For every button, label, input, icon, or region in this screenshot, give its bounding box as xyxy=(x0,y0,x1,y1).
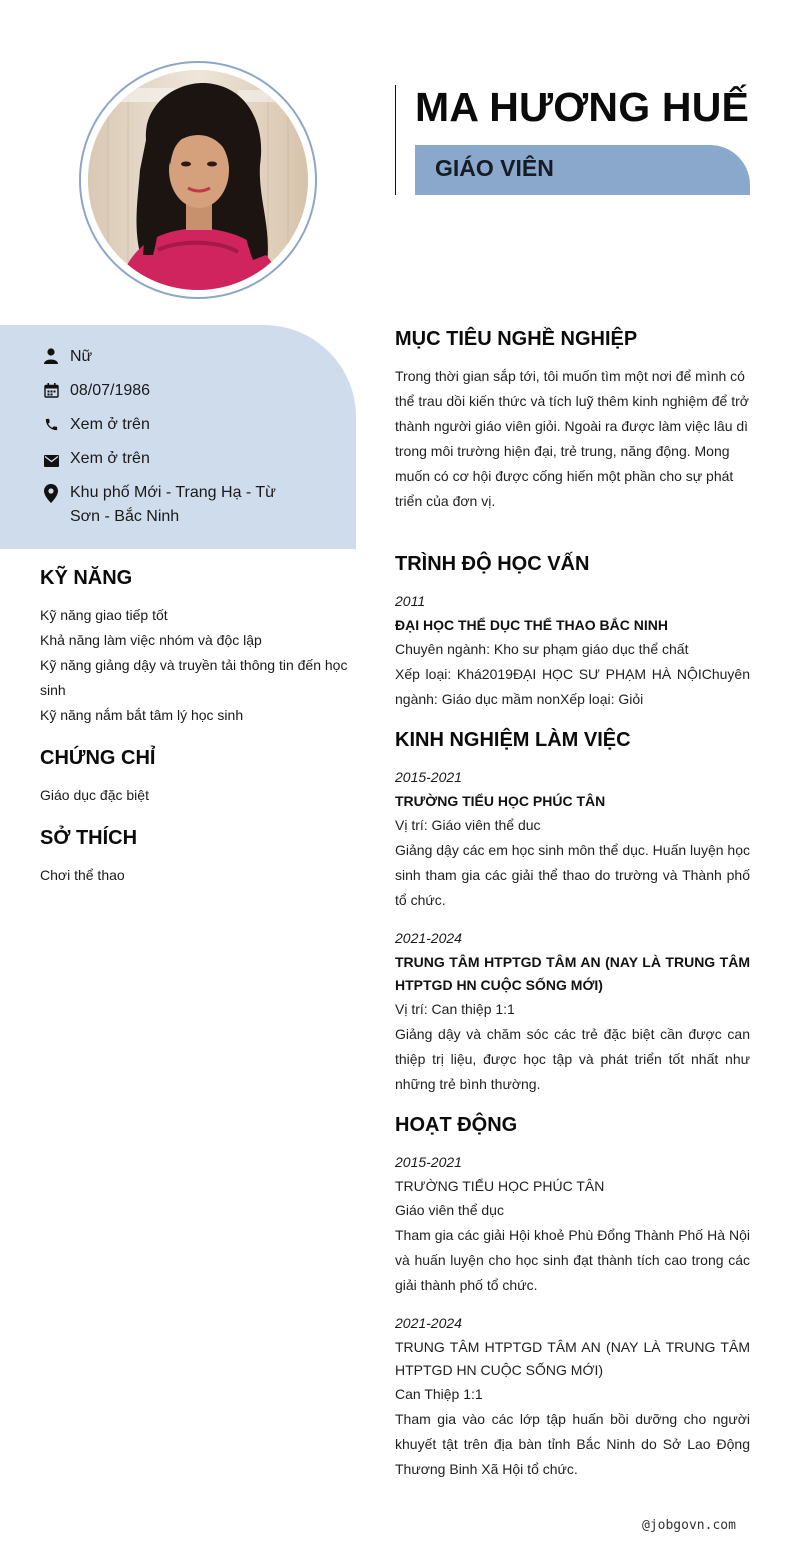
info-address-text: Khu phố Mới - Trang Hạ - Từ Sơn - Bắc Ninh xyxy=(70,484,276,525)
experience-heading: KINH NGHIỆM LÀM VIỆC xyxy=(395,729,631,751)
job-title: GIÁO VIÊN xyxy=(435,155,554,181)
footer-watermark: @jobgovn.com xyxy=(642,1518,736,1533)
objective-heading: MỤC TIÊU NGHỀ NGHIỆP xyxy=(395,328,638,350)
experience-entry xyxy=(395,926,750,1097)
info-phone xyxy=(40,413,310,437)
info-gender xyxy=(40,345,310,369)
activity-organization: TRUNG TÂM HTPTGD TÂM AN (NAY LÀ TRUNG TÂM HTPTGD HN CUỘC SỐNG MỚI) xyxy=(395,1339,750,1378)
info-email xyxy=(40,447,310,471)
certificates-heading: CHỨNG CHỈ xyxy=(40,747,156,769)
avatar-illustration xyxy=(88,70,308,290)
education-entry xyxy=(395,589,750,712)
education-details: Xếp loại: Khá2019ĐẠI HỌC SƯ PHẠM HÀ NỘIChuyên ngành: Giáo dục mầm nonXếp loại: Giỏi xyxy=(395,666,750,707)
certificate-item: Giáo dục đặc biệt xyxy=(40,787,149,803)
certificates-list xyxy=(40,783,350,808)
skill-item: Kỹ năng giao tiếp tốt xyxy=(40,607,168,623)
candidate-name: MA HƯƠNG HUẾ xyxy=(415,84,750,130)
activity-role: Giáo viên thể dục xyxy=(395,1202,504,1218)
avatar xyxy=(88,70,308,290)
activity-description: Tham gia các giải Hội khoẻ Phù Đổng Thành Phố Hà Nội và huấn luyện cho học sinh đạt thành tích cao trong các giải thành phố tổ chức. xyxy=(395,1227,750,1293)
experience-description: Giảng dậy và chăm sóc các trẻ đặc biệt cần được can thiệp trị liệu, được học tập và phát triển tốt nhất như những trẻ bình thường. xyxy=(395,1026,750,1092)
education-heading: TRÌNH ĐỘ HỌC VẤN xyxy=(395,553,590,575)
info-birthdate xyxy=(40,379,310,403)
experience-entry xyxy=(395,765,750,913)
activity-description: Tham gia vào các lớp tập huấn bồi dưỡng cho người khuyết tật trên địa bàn tỉnh Bắc Ninh do Sở Lao Động Thương Binh Xã Hội tổ chức. xyxy=(395,1411,750,1477)
experience-description: Giảng dậy các em học sinh môn thể dục. Huấn luyện học sinh tham gia các giải thể thao do trường và Thành phố tổ chức. xyxy=(395,842,750,908)
skill-item: Kỹ năng nắm bắt tâm lý học sinh xyxy=(40,707,244,723)
info-phone-text: Xem ở trên xyxy=(70,416,150,433)
objective-text: Trong thời gian sắp tới, tôi muốn tìm một nơi để mình có thể trau dồi kiến thức và tích luỹ thêm kinh nghiệm để trở thành người giáo viên giỏi. Ngoài ra được làm việc lâu dì trong môi trường hiện đại, trẻ trung, năng động. Mong muốn có cơ hội được cống hiến một phần cho sự phát triển của đơn vị. xyxy=(395,368,749,509)
experience-role: Vị trí: Giáo viên thể duc xyxy=(395,817,541,833)
experience-company: TRUNG TÂM HTPTGD TÂM AN (NAY LÀ TRUNG TÂM HTPTGD HN CUỘC SỐNG MỚI) xyxy=(395,954,750,993)
skill-item: Khả năng làm việc nhóm và độc lập xyxy=(40,632,262,648)
info-address xyxy=(40,481,310,529)
activity-entry xyxy=(395,1311,750,1482)
hobby-item: Chơi thể thao xyxy=(40,867,125,883)
info-birthdate-text: 08/07/1986 xyxy=(70,382,151,399)
info-email-text: Xem ở trên xyxy=(70,450,150,467)
activity-date: 2021-2024 xyxy=(395,1315,462,1331)
experience-company: TRƯỜNG TIỂU HỌC PHÚC TÂN xyxy=(395,793,606,809)
person-icon xyxy=(40,345,64,367)
activity-date: 2015-2021 xyxy=(395,1154,462,1170)
skills-heading: KỸ NĂNG xyxy=(40,567,133,589)
location-icon xyxy=(40,481,64,503)
activities-heading: HOẠT ĐỘNG xyxy=(395,1114,518,1136)
hobbies-heading: SỞ THÍCH xyxy=(40,827,138,849)
hobbies-list xyxy=(40,863,350,888)
skills-list xyxy=(40,603,350,728)
education-school: ĐẠI HỌC THỂ DỤC THỂ THAO BẮC NINH xyxy=(395,617,668,633)
phone-icon xyxy=(40,413,64,435)
education-date: 2011 xyxy=(395,593,426,609)
education-major: Chuyên ngành: Kho sư phạm giáo dục thể chất xyxy=(395,641,689,657)
mail-icon xyxy=(40,447,64,469)
activity-organization: TRƯỜNG TIỂU HỌC PHÚC TÂN xyxy=(395,1178,605,1194)
activity-entry xyxy=(395,1150,750,1298)
experience-role: Vị trí: Can thiệp 1:1 xyxy=(395,1001,515,1017)
experience-date: 2015-2021 xyxy=(395,769,462,785)
header-divider xyxy=(395,85,396,195)
activity-role: Can Thiệp 1:1 xyxy=(395,1386,483,1402)
calendar-icon xyxy=(40,379,64,401)
skill-item: Kỹ năng giảng dậy và truyền tải thông tin đến học sinh xyxy=(40,657,348,698)
info-gender-text: Nữ xyxy=(70,348,93,365)
experience-date: 2021-2024 xyxy=(395,930,462,946)
